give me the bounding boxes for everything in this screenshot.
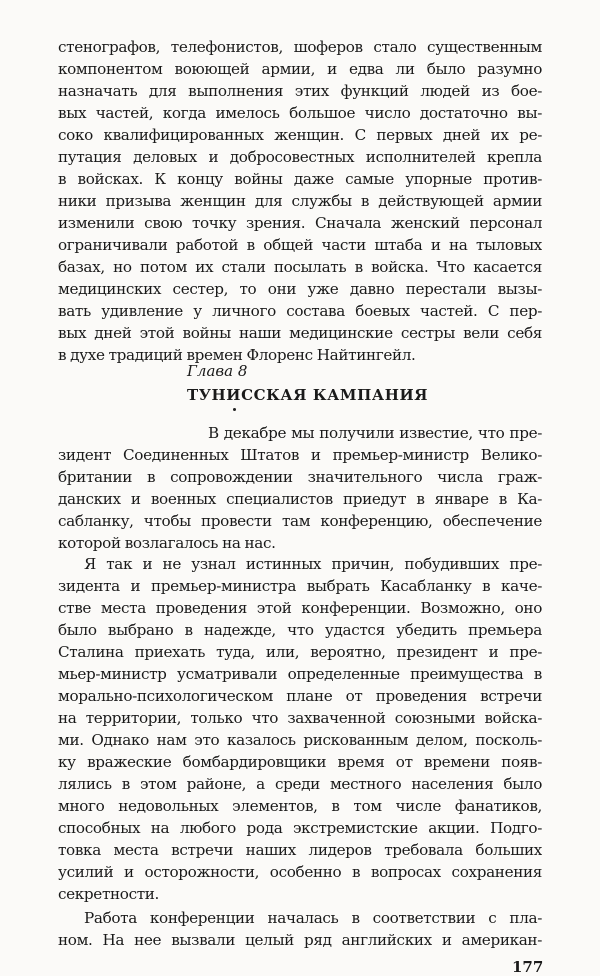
text-line: стве места проведения этой конференции. Возможно, оно bbox=[58, 599, 542, 617]
text-line: морально-психологическом плане от проведения встречи bbox=[58, 687, 542, 705]
text-line: ми. Однако нам это казалось рискованным делом, посколь- bbox=[58, 731, 542, 749]
text-line: данских и военных специалистов приедут в январе в Ка- bbox=[58, 490, 542, 508]
text-line: ном. На нее вызвали целый ряд английских и американ- bbox=[58, 931, 542, 949]
text-line: ники призыва женщин для службы в действующей армии bbox=[58, 192, 542, 210]
text-line: сабланку, чтобы провести там конференцию, обеспечение bbox=[58, 512, 542, 530]
text-line: Сталина приехать туда, или, вероятно, президент и пре- bbox=[58, 643, 542, 661]
text-line: секретности. bbox=[58, 885, 160, 903]
text-line: вых частей, когда имелось большое число достаточно вы- bbox=[58, 104, 542, 122]
text-line: соко квалифицированных женщин. С первых дней их ре- bbox=[58, 126, 542, 144]
text-line: лялись в этом районе, а среди местного населения было bbox=[58, 775, 542, 793]
text-line: было выбрано в надежде, что удастся убедить премьера bbox=[58, 621, 542, 639]
text-line: ку вражеские бомбардировщики время от времени появ- bbox=[58, 753, 542, 771]
page-number: 177 bbox=[512, 958, 544, 976]
text-line: мьер-министр усматривали определенные преимущества в bbox=[58, 665, 542, 683]
text-line: усилий и осторожности, особенно в вопросах сохранения bbox=[58, 863, 542, 881]
text-line: зидента и премьер-министра выбрать Касабланку в каче- bbox=[58, 577, 542, 595]
text-line: изменили свою точку зрения. Сначала женский персонал bbox=[58, 214, 542, 232]
text-line: компонентом воюющей армии, и едва ли было разумно bbox=[58, 60, 542, 78]
text-line: товка места встречи наших лидеров требовала больших bbox=[58, 841, 542, 859]
text-line: путация деловых и добросовестных исполнителей крепла bbox=[58, 148, 542, 166]
text-line: которой возлагалось на нас. bbox=[58, 534, 276, 552]
text-line: вать удивление у личного состава боевых частей. С пер- bbox=[58, 302, 542, 320]
text-line: назначать для выполнения этих функций людей из бое- bbox=[58, 82, 542, 100]
chapter-title: ТУНИССКАЯ КАМПАНИЯ bbox=[187, 386, 429, 404]
text-line: ограничивали работой в общей части штаба и на тыловых bbox=[58, 236, 542, 254]
text-line: на территории, только что захваченной союзными войска- bbox=[58, 709, 542, 727]
text-line: Работа конференции началась в соответствии с пла- bbox=[84, 909, 542, 927]
ornament-dot bbox=[233, 408, 236, 411]
text-line: в духе традиций времен Флоренс Найтингейл. bbox=[58, 346, 416, 364]
text-line: в войсках. К концу войны даже самые упорные против- bbox=[58, 170, 542, 188]
text-line: много недовольных элементов, в том числе фанатиков, bbox=[58, 797, 542, 815]
text-line: способных на любого рода экстремистские акции. Подго- bbox=[58, 819, 542, 837]
text-line: вых дней этой войны наши медицинские сестры вели себя bbox=[58, 324, 542, 342]
chapter-label: Глава 8 bbox=[187, 362, 248, 380]
text-line: Я так и не узнал истинных причин, побудивших пре- bbox=[84, 555, 542, 573]
text-line: зидент Соединенных Штатов и премьер-министр Велико- bbox=[58, 446, 542, 464]
text-line: стенографов, телефонистов, шоферов стало существенным bbox=[58, 38, 542, 56]
text-line: британии в сопровождении значительного числа граж- bbox=[58, 468, 542, 486]
text-line: базах, но потом их стали посылать в войска. Что касается bbox=[58, 258, 542, 276]
text-line: медицинских сестер, то они уже давно перестали вызы- bbox=[58, 280, 542, 298]
text-line: В декабре мы получили известие, что пре- bbox=[208, 424, 542, 442]
